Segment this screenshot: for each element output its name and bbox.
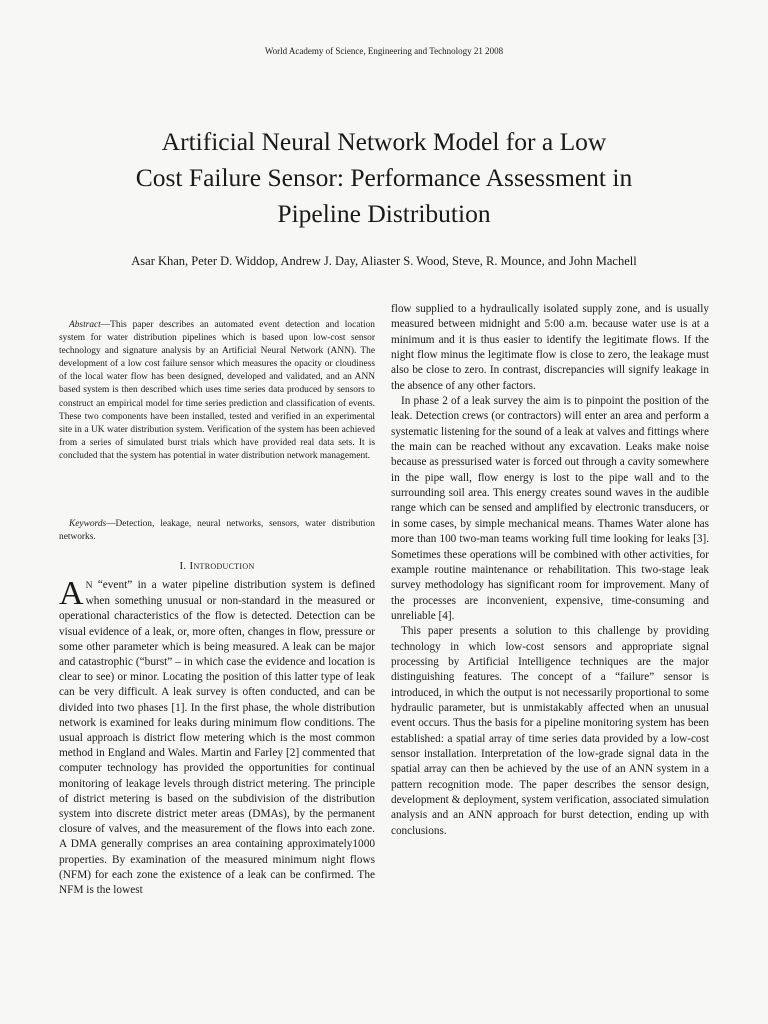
abstract-label: Abstract [69, 320, 101, 330]
introduction-body [59, 575, 375, 898]
paper-title [84, 124, 684, 232]
keywords-label: Keywords [69, 519, 107, 529]
keywords-text: —Detection, leakage, neural networks, sensors, water distribution networks. [59, 519, 375, 543]
drop-cap: A [59, 575, 84, 612]
section-heading-introduction [59, 560, 375, 572]
paragraph: This paper presents a solution to this challenge by providing technology in which low-cost sensors and appropriate signal processing by Artificial Intelligence techniques are the major distinguishing features. The concept of a “failure” sensor is introduced, in which the output is not necessarily proportional to some hydraulic parameter, but is unmistakably affected when an unusual event occurs. Thus the basis for a pipeline monitoring system has been established: a spatial array of time series data provided by a low-cost sensor installation. Interpretation of the low-grade signal data in the spatial array can then be achieved by the use of an ANN system in a pattern recognition mode. The paper describes the sensor design, development & deployment, system verification, associated simulation analysis and an ANN approach for burst detection, ending up with conclusions. [391, 625, 709, 837]
keywords [59, 518, 375, 544]
paragraph: flow supplied to a hydraulically isolated supply zone, and is usually measured between midnight and 5:00 a.m. because water use is at a minimum and it is thus easier to identify the legitimate flows. If the night flow minus the legitimate flow is close to zero, the leakage must also be close to zero. In contrast, discrepancies will signify leakage in the absence of any other factors. [391, 303, 709, 392]
title-line-2: Cost Failure Sensor: Performance Assessment in [135, 163, 633, 192]
intro-first-word: N [85, 581, 93, 591]
paragraph: In phase 2 of a leak survey the aim is to pinpoint the position of the leak. Detection crews (or contractors) will enter an area and perform a systematic listening for the sound of a leak at valves and fittings where the main can be reached without any excavation. Leaks make noise because as pressurised water is forced out through a cavity somewhere in the pipe wall, flow energy is lost to the pipe wall and to the surrounding soil area. This energy creates sound waves in the audible range which can be sensed and amplified by electronic transducers, or in some cases, by simple mechanical means. Thames Water alone has more than 100 two-man teams working full time looking for leaks [3]. Sometimes these operations will be combined with other activities, for example routine maintenance or rehabilitation. This two-stage leak survey methodology has significant room for improvement. Many of the processes are inconvenient, expensive, time-consuming and unreliable [4]. [391, 395, 709, 622]
section-number: I. [179, 560, 187, 572]
abstract [59, 319, 375, 463]
title-line-3: Pipeline Distribution [277, 199, 491, 228]
right-column [391, 302, 709, 839]
intro-text: “event” in a water pipeline distribution system is defined when something unusual or non-standard in the measured or operational characteristics of the flow is detected. Detection can be visual evidence of a leak, or, more often, changes in flow, pressure or some other parameter which is being measured. A leak can be major and catastrophic (“burst” – in which case the evidence and location is clear to see) or minor. Locating the position of this latter type of leak can be very difficult. A leak survey is often conducted, and can be divided into two phases [1]. In the first phase, the whole distribution network is examined for leaks during minimum flow conditions. The usual approach is district flow metering which is the most common method in England and Wales. Martin and Farley [2] commented that computer technology has provided the opportunities for continual monitoring of leakage levels through district metering. The principle of district metering is based on the subdivision of the distribution system into discrete district meter areas (DMAs), by the permanent closure of valves, and the measurement of the flows into each zone. A DMA generally comprises an area containing approximately1000 properties. By examination of the measured minimum night flows (NFM) for each zone the existence of a leak can be confirmed. The NFM is the lowest [59, 579, 375, 897]
abstract-text: —This paper describes an automated event detection and location system for water distribution pipelines which is based upon low-cost sensor technology and signature analysis by an Artificial Neural Network (ANN). The development of a low cost failure sensor which measures the opacity or cloudiness of the local water flow has been designed, developed and validated, and an ANN based system is then described which uses time series data produced by sensors to construct an empirical model for time series prediction and classification of events. These two components have been installed, tested and verified in an experimental site in a UK water distribution system. Verification of the system has been achieved from a series of simulated burst trials which have provided real data sets. It is concluded that the system has potential in water distribution network management. [59, 320, 375, 461]
section-title: Introduction [189, 560, 255, 572]
title-line-1: Artificial Neural Network Model for a Low [161, 127, 607, 156]
journal-header: World Academy of Science, Engineering and Technology 21 2008 [264, 46, 504, 56]
author-list: Asar Khan, Peter D. Widdop, Andrew J. Day, Aliaster S. Wood, Steve, R. Mounce, and John Machell [131, 254, 637, 268]
